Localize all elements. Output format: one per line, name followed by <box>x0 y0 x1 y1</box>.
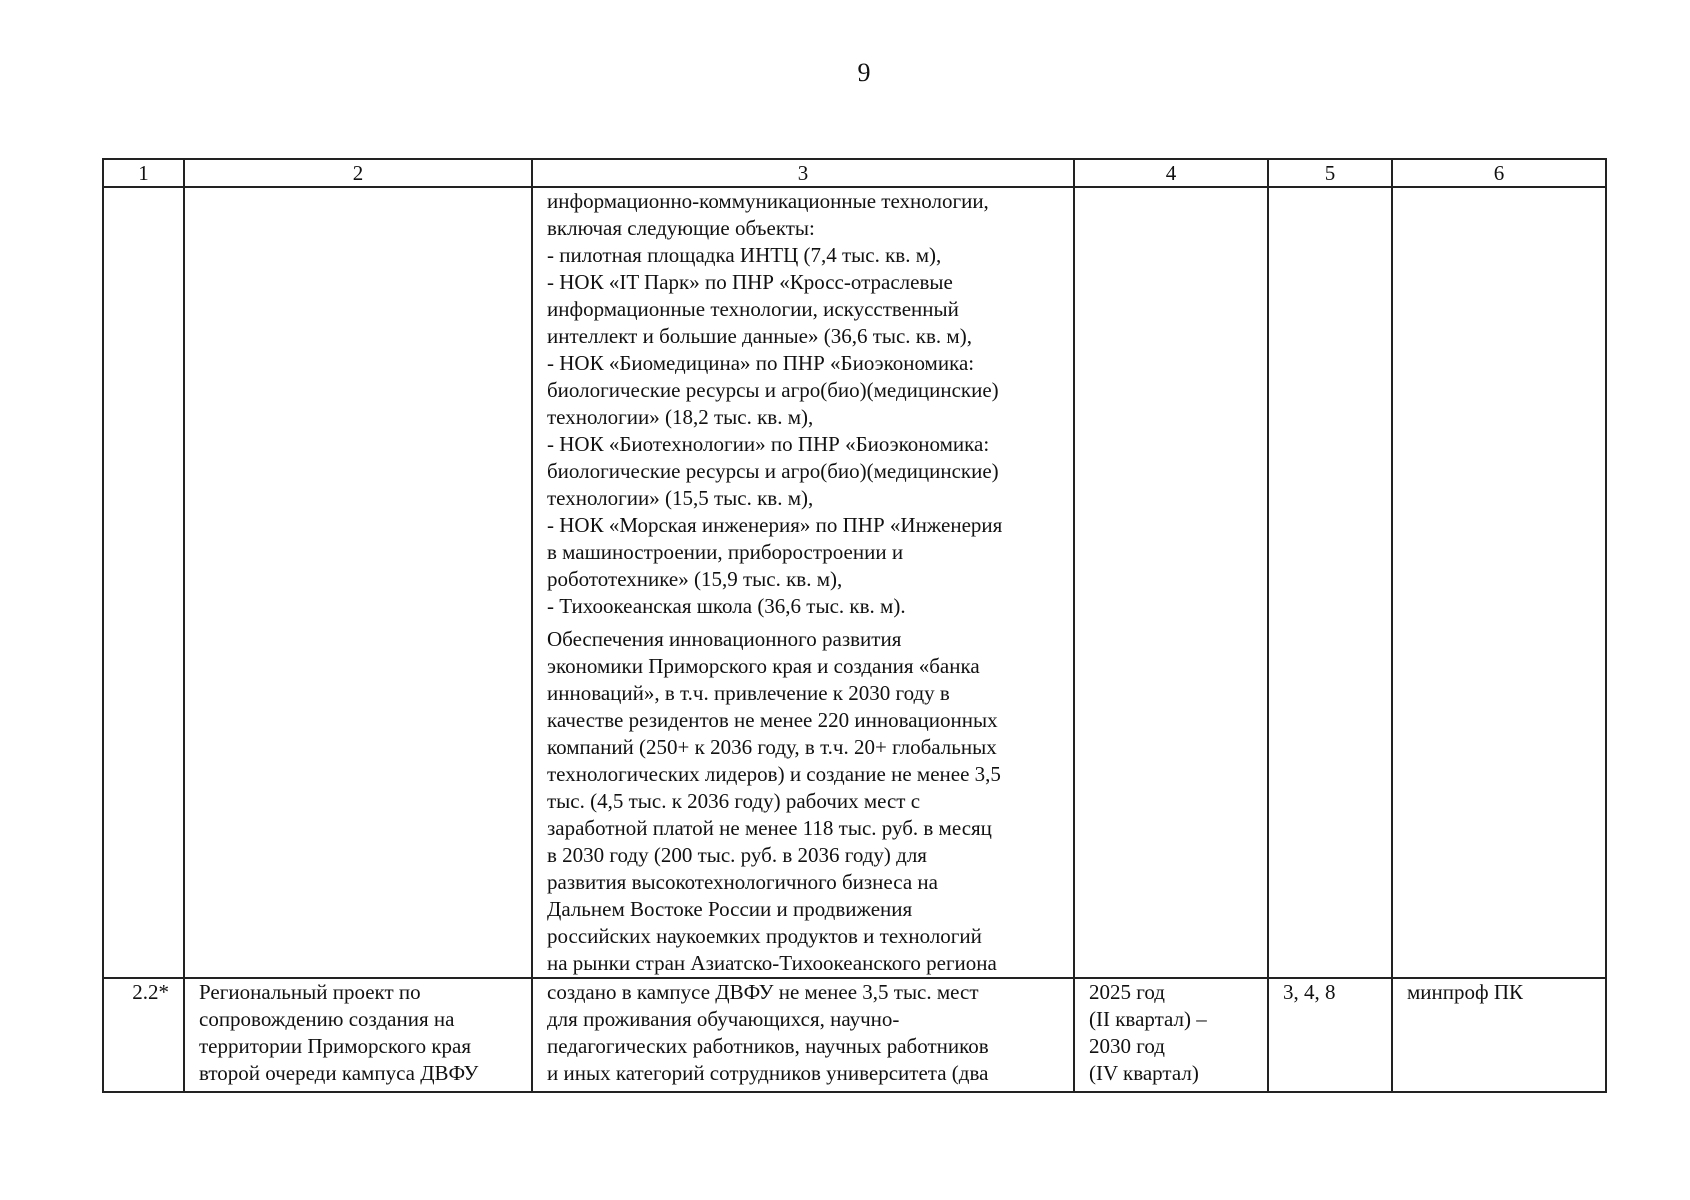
cell-indicators <box>1268 187 1392 978</box>
text-line: информационные технологии, искусственный <box>547 297 959 321</box>
table-header-row <box>103 159 1606 187</box>
text-line: тыс. (4,5 тыс. к 2036 году) рабочих мест с <box>547 789 921 813</box>
cell-number <box>103 187 184 978</box>
cell-indicators: 3, 4, 8 <box>1268 978 1392 1092</box>
cell-responsible: минпроф ПК <box>1392 978 1606 1092</box>
text-line: инноваций», в т.ч. привлечение к 2030 году в <box>547 681 950 705</box>
text-line: педагогических работников, научных работников <box>547 1034 989 1058</box>
text-line: технологических лидеров) и создание не менее 3,5 <box>547 762 1001 786</box>
cell-deadline <box>1074 978 1268 1092</box>
cell-project-name <box>184 978 532 1092</box>
text-line: создано в кампусе ДВФУ не менее 3,5 тыс. мест <box>547 980 979 1004</box>
cell-description <box>532 187 1074 978</box>
text-line: включая следующие объекты: <box>547 216 815 240</box>
text-line: в машиностроении, приборостроении и <box>547 540 904 564</box>
table-row <box>103 978 1606 1092</box>
text-line: на рынки стран Азиатско-Тихоокеанского региона <box>547 951 997 975</box>
text-line: и иных категорий сотрудников университета (два <box>547 1061 989 1085</box>
cell-responsible <box>1392 187 1606 978</box>
cell-deadline <box>1074 187 1268 978</box>
text-line: качестве резидентов не менее 220 инновационных <box>547 708 998 732</box>
cell-project-name <box>184 187 532 978</box>
text-line: заработной платой не менее 118 тыс. руб. в месяц <box>547 816 992 840</box>
text-line: в 2030 году (200 тыс. руб. в 2036 году) для <box>547 843 927 867</box>
text-line: (II квартал) – <box>1089 1007 1207 1031</box>
column-header-4: 4 <box>1074 159 1268 187</box>
column-header-3: 3 <box>532 159 1074 187</box>
text-line: технологии» (15,5 тыс. кв. м), <box>547 486 814 510</box>
text-line: компаний (250+ к 2036 году, в т.ч. 20+ глобальных <box>547 735 997 759</box>
measures-table <box>102 158 1607 1093</box>
text-line: - НОК «IT Парк» по ПНР «Кросс-отраслевые <box>547 270 953 294</box>
text-line: (IV квартал) <box>1089 1061 1199 1085</box>
cell-description <box>532 978 1074 1092</box>
description-objects-text <box>547 188 1059 620</box>
text-line: развития высокотехнологичного бизнеса на <box>547 870 938 894</box>
column-header-1: 1 <box>103 159 184 187</box>
column-header-2: 2 <box>184 159 532 187</box>
text-line: сопровождению создания на <box>199 1007 455 1031</box>
text-line: биологические ресурсы и агро(био)(медицинские) <box>547 459 999 483</box>
text-line: для проживания обучающихся, научно- <box>547 1007 900 1031</box>
text-line: второй очереди кампуса ДВФУ <box>199 1061 479 1085</box>
column-header-6: 6 <box>1392 159 1606 187</box>
text-line: 2025 год <box>1089 980 1165 1004</box>
text-line: - Тихоокеанская школа (36,6 тыс. кв. м). <box>547 594 906 618</box>
cell-number: 2.2* <box>103 978 184 1092</box>
page-number: 9 <box>857 58 871 87</box>
text-line: интеллект и большие данные» (36,6 тыс. кв. м), <box>547 324 972 348</box>
text-line: - НОК «Биотехнологии» по ПНР «Биоэкономика: <box>547 432 990 456</box>
text-line: Региональный проект по <box>199 980 421 1004</box>
text-line: - НОК «Морская инженерия» по ПНР «Инженерия <box>547 513 1003 537</box>
text-line: - пилотная площадка ИНТЦ (7,4 тыс. кв. м), <box>547 243 942 267</box>
text-line: Дальнем Востоке России и продвижения <box>547 897 913 921</box>
text-line: российских наукоемких продуктов и технологий <box>547 924 982 948</box>
description-goals-text <box>547 626 1059 977</box>
text-line: Обеспечения инновационного развития <box>547 627 902 651</box>
table-row <box>103 187 1606 978</box>
text-line: экономики Приморского края и создания «банка <box>547 654 980 678</box>
column-header-5: 5 <box>1268 159 1392 187</box>
text-line: 2030 год <box>1089 1034 1165 1058</box>
text-line: биологические ресурсы и агро(био)(медицинские) <box>547 378 999 402</box>
text-line: - НОК «Биомедицина» по ПНР «Биоэкономика: <box>547 351 975 375</box>
text-line: робототехнике» (15,9 тыс. кв. м), <box>547 567 843 591</box>
text-line: территории Приморского края <box>199 1034 472 1058</box>
text-line: технологии» (18,2 тыс. кв. м), <box>547 405 814 429</box>
text-line: информационно-коммуникационные технологии, <box>547 189 989 213</box>
